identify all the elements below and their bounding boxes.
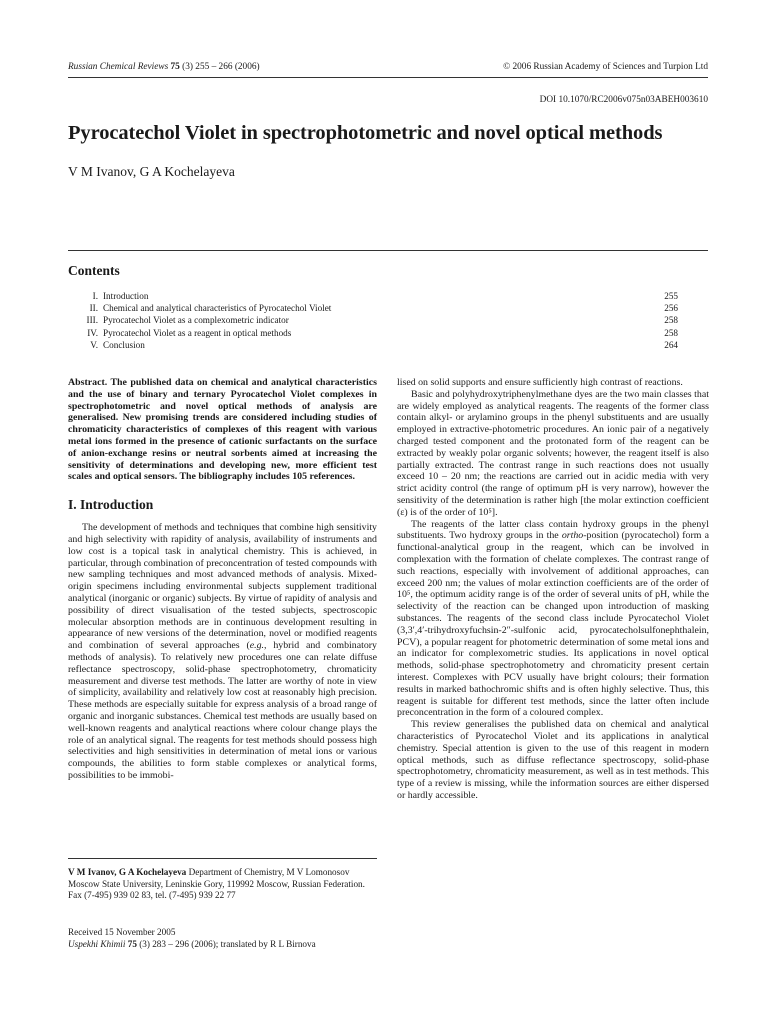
body-paragraph: This review generalises the published data on chemical and analytical characteristics of Pyrocatechol Violet and its applications in analytical chemistry. Special attention is given to the use of this reagent in modern optical methods, such as diffuse reflectance spectroscopy, solid-phase spectrophotometry, chromaticity measurement, as well as in test methods. This type of a review is missing, while the information sources are either dispersed or hardly accessible.	[397, 719, 709, 801]
toc-item-number: III.	[86, 315, 98, 326]
body-text-rest: -position (pyrocatechol) form a functional-analytical group in the reagent, which can be involved in complexation with the formation of chelate complexes. The contrast range of such reactions, especially with involvement of additional approaches, can exceed 200 nm; the values of molar extinction coefficients are of the order of 10⁵, the optimum acidity range is of the order of several units of pH, while the selectivity of the reaction can be changed upon introduction of masking substances. The reagents of the second class include Pyrocatechol Violet (3,3′,4′-trihydroxyfuchsin-2″-sulfonic acid, pyrocatecholsulfonephthalein, PCV), a popular reagent for photometric determination of some metal ions and an indicator for complexometric studies. Its applications in novel optical methods, solid-phase spectrophotometry and chromaticity present certain interest. Complexes with PCV usually have bright colours; their formation results in marked bathochromic shifts and is often highly selective. Thus, this reagent is suitable for different test methods, since the latter often include preconcentration in the form of a coloured complex.	[397, 530, 709, 719]
body-paragraph: Basic and polyhydroxytriphenylmethane dyes are the two main classes that are widely employed as analytical reagents. The reagents of the former class contain alkyl- or arylamino groups in the phenyl substituents and are usually employed in extractive-photometric procedures. An ionic pair of a negatively charged tested component and the protonated form of the reagent can be extracted by weakly polar organic solvents; however, the reagent itself is also partially extracted. The contrast range in such reactions does not usually exceed 10 – 20 nm; the reactions are carried out in acidic media with very strict acidity control (the range of optimum pH is very narrow), however the sensitivity of the determination is rather high [the molar extinction coefficient (ε) is of the order of 10⁵].	[397, 388, 709, 518]
body-text-part: The reagents of the latter class contain hydroxy groups in the phenyl substituents. Two hydroxy groups in the	[397, 518, 709, 542]
translation-volume: 75	[127, 938, 137, 949]
toc-item-number: IV.	[87, 327, 98, 338]
toc-item-label: Chemical and analytical characteristics of Pyrocatechol Violet	[103, 303, 332, 314]
toc-item-page: 255	[664, 291, 678, 301]
toc-item-label: Pyrocatechol Violet as a reagent in optical methods	[103, 327, 292, 338]
ortho-italic: ortho	[561, 530, 584, 542]
toc-item-label: Pyrocatechol Violet as a complexometric indicator	[103, 315, 289, 326]
toc-item-number: V.	[90, 339, 98, 350]
toc-item[interactable]	[68, 327, 710, 339]
article-authors: V M Ivanov, G A Kochelayeva	[68, 164, 235, 179]
journal-volume: 75	[170, 62, 180, 72]
footnote-rule	[68, 858, 377, 859]
footnote-author-names: V M Ivanov, G A Kochelayeva	[68, 867, 187, 877]
journal-name: Russian Chemical Reviews	[68, 62, 169, 72]
intro-text-part: The development of methods and techniques that combine high sensitivity and high selectivity with rapidity of analysis, availability of instruments and low cost is a topical task in analytical chemistry. This is achieved, in particular, through combination of preconcentration of tested compounds with new sampling techniques and most advanced methods of analysis. Mixed-origin specimens including environmental subjects supplement traditional analytical (inorganic or organic) subjects. By virtue of rapidity of analysis and possibility of direct visualisation of the tested subjects, spectroscopic molecular absorption methods are in continuous development resulting in appearance of new versions of the determination, novel or modified reagents and combination of several approaches (	[68, 522, 377, 652]
intro-text-rest: , hybrid and combinatory methods of analysis). To relatively new procedures one can relate diffuse reflectance spectroscopy, solid-phase spectrophotometry, chromaticity measurement and diverse test methods. The latter are worthy of note in view of simplicity, availability and relatively low cost at reasonably high precision. These methods are especially suitable for express analysis of a broad range of organic and inorganic substances. Chemical test methods are usually based on well-known reagents and analytical reactions where colour change plays the role of an analytical signal. The reagents for test methods should possess high selectivities and high sensitivities in determination of metal ions or various compounds, the abilities to form stable complexes or analytical forms, possibilities to be immobi-	[68, 640, 377, 781]
journal-issue-pages: (3) 255 – 266 (2006)	[182, 62, 260, 72]
right-column	[397, 377, 709, 802]
doi-line: DOI 10.1070/RC2006v075n03ABEH003610	[539, 95, 708, 105]
contents-heading: Contents	[68, 263, 120, 278]
section-heading-introduction: I. Introduction	[68, 497, 154, 513]
contents-top-rule	[68, 250, 708, 251]
abstract-paragraph: Abstract. The published data on chemical and analytical characteristics and the use of binary and ternary Pyrocatechol Violet complexes in spectrophotometric and novel optical methods of analysis are generalised. New promising trends are considered including studies of chromaticity characteristics of complexes of this reagent with various metal ions formed in the presence of cationic surfactants on the surface of anion-exchange resins or neutral sorbents aimed at increasing the sensitivity of determinations and developing new, more efficient test scales and optical sensors. The bibliography includes 105 references.	[68, 377, 377, 483]
received-date: Received 15 November 2005	[68, 927, 176, 937]
intro-paragraph	[68, 522, 377, 782]
eg-italic: e.g.	[249, 640, 265, 652]
body-paragraph: lised on solid supports and ensure sufficiently high contrast of reactions.	[397, 377, 683, 388]
toc-item[interactable]	[68, 314, 710, 326]
copyright-notice: © 2006 Russian Academy of Sciences and Turpion Ltd	[503, 62, 708, 72]
toc-item-page: 258	[664, 315, 678, 326]
received-footnote	[68, 927, 377, 950]
journal-citation	[68, 62, 260, 73]
toc-item-page: 258	[664, 327, 678, 338]
toc-item-page: 256	[664, 303, 678, 314]
table-of-contents	[68, 290, 710, 351]
toc-item[interactable]	[68, 290, 710, 302]
toc-item-number: II.	[89, 303, 98, 314]
author-affiliation-footnote	[68, 867, 377, 902]
translation-source	[68, 939, 377, 951]
header-rule	[68, 77, 708, 78]
article-title: Pyrocatechol Violet in spectrophotometric and novel optical methods	[68, 122, 663, 144]
toc-item[interactable]	[68, 339, 710, 351]
toc-item-label: Introduction	[103, 291, 149, 301]
footnote-affiliation: Department of Chemistry, M V Lomonosov Moscow State University, Leninskie Gory, 119992 Moscow, Russian Federation. Fax (7-495) 939 02 83, tel. (7-495) 939 22 77	[68, 867, 365, 901]
toc-item-label: Conclusion	[103, 339, 145, 350]
toc-item-page: 264	[664, 339, 678, 350]
translation-details: (3) 283 – 296 (2006); translated by R L Birnova	[136, 938, 316, 949]
left-column	[68, 377, 377, 782]
body-paragraph	[397, 519, 709, 720]
toc-item[interactable]	[68, 302, 710, 314]
translation-journal: Uspekhi Khimii	[68, 938, 126, 949]
toc-item-number: I.	[92, 291, 98, 301]
